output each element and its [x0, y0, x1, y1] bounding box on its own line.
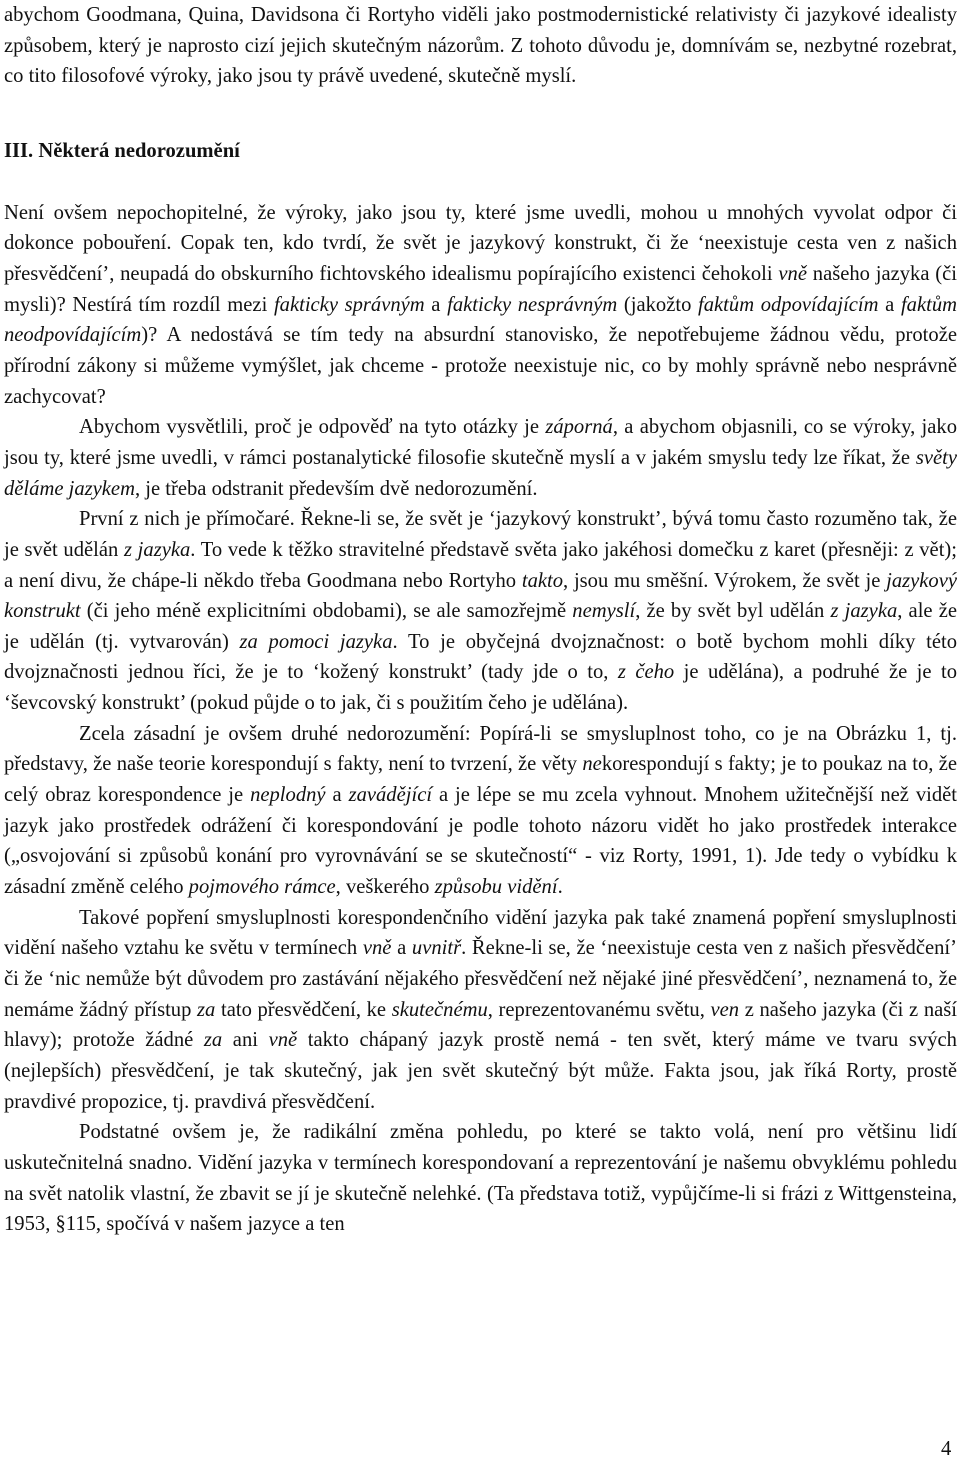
italic-run: způsobu vidění	[434, 876, 558, 899]
italic-run: světy děláme jazykem	[4, 446, 957, 500]
text-run: , je třeba odstranit především dvě nedorozumění.	[134, 477, 538, 500]
italic-run: záporná	[545, 416, 613, 439]
text-run: Zcela zásadní je ovšem druhé nedorozumění: Popírá-li se smysluplnost toho, co je na Obrázku 1, tj. představy, že naše teorie korespondují s fakty, není to tvrzení, že věty	[4, 722, 957, 776]
text-run: a	[391, 937, 412, 960]
italic-run: fakticky správným	[273, 293, 425, 316]
text-run: korespondují s fakty; je to poukaz na to, že celý obraz korespondence je	[4, 753, 957, 807]
italic-run: skutečnému	[391, 998, 488, 1021]
text-run: takto chápaný jazyk prostě nemá - ten svět, který máme ve tvaru svých (nejlepších) přesvědčení, je tak skutečný, jak jen svět skutečný být může. Fakta jsou, jak říká Rorty, prostě pravdivé propozice, tj. pravdivá přesvědčení.	[4, 1029, 957, 1113]
italic-run: za pomoci jazyka	[239, 630, 393, 653]
text-run: (jakožto	[617, 293, 699, 316]
italic-run: pojmového rámce	[188, 876, 336, 899]
italic-run: z čeho	[617, 661, 675, 684]
italic-run: fakticky nesprávným	[447, 293, 618, 316]
paragraph-6	[4, 1117, 957, 1240]
paragraph-continued	[4, 0, 957, 92]
paragraph-3	[4, 504, 957, 719]
italic-run: uvnitř	[411, 937, 462, 960]
italic-run: nemyslí	[572, 600, 636, 623]
text-run: ani	[222, 1029, 269, 1052]
text-run: našeho jazyka (či mysli)? Nestírá tím rozdíl mezi	[4, 262, 957, 316]
text-run: )? A nedostává se tím tedy na absurdní stanovisko, že nepotřebujeme žádnou vědu, protože přírodní zákony si můžeme vymýšlet, jak chceme - protože neexistuje nic, co by mohly správně nebo nesprávně zachycovat?	[4, 324, 957, 408]
text-run: a	[325, 784, 349, 807]
italic-run: z jazyka	[123, 538, 191, 561]
italic-run: ne	[582, 753, 602, 776]
text-run: . To vede k těžko stravitelné představě světa jako jakéhosi domečku z karet (přesněji: z vět); a není divu, že chápe-li někdo třeba Goodmana nebo Rortyho	[4, 538, 957, 592]
text-run: .	[557, 876, 563, 899]
document-page	[4, 0, 957, 1240]
text-run: První z nich je přímočaré. Řekne-li se, že svět je ‘jazykový konstrukt’, bývá tomu často rozuměno tak, že je svět udělán	[4, 508, 957, 561]
italic-run: zavádějící	[348, 784, 433, 807]
text-run: tato přesvědčení, ke	[215, 998, 392, 1021]
text-run: abychom Goodmana, Quina, Davidsona či Rortyho viděli jako postmodernistické relativisty či jazykové idealisty způsobem, který je naprosto cizí jejich skutečným názorům. Z tohoto důvodu je, domnívám se, nezbytné rozebrat, co tito filosofové výroky, jako jsou ty právě uvedené, skutečně myslí.	[4, 4, 957, 88]
italic-run: vně	[362, 937, 392, 960]
italic-run: jazykový konstrukt	[4, 569, 957, 623]
paragraph-4	[4, 719, 957, 903]
text-run: a	[878, 293, 901, 316]
italic-run: faktům neodpovídajícím	[4, 293, 958, 347]
italic-run: vně	[268, 1029, 298, 1052]
text-run: , jsou mu směšní. Výrokem, že svět je	[563, 569, 887, 592]
italic-run: neplodný	[250, 784, 326, 807]
text-run: , veškerého	[335, 876, 435, 899]
italic-run: ven	[710, 998, 740, 1021]
italic-run: za	[197, 998, 216, 1021]
text-run: Podstatné ovšem je, že radikální změna pohledu, po které se takto volá, není pro většinu lidí uskutečnitelná snadno. Vidění jazyka v termínech korespondovaní a reprezentování je našemu obvyklému pohledu na svět natolik vlastní, že zbavit se jí je skutečně nelehké. (Ta představa totiž, vypůjčíme-li si frázi z Wittgensteina, 1953, §115, spočívá v našem jazyce a ten	[4, 1121, 957, 1236]
text-run: , reprezentovanému světu,	[487, 998, 711, 1021]
text-run: . To je obyčejná dvojznačnost: o botě bychom mohli díky této dvojznačnosti jednou říci, že je to ‘kožený konstrukt’ (tady jde o to,	[4, 630, 957, 684]
text-run: z našeho jazyka (či z naší hlavy); protože žádné	[4, 998, 957, 1052]
italic-run: faktům odpovídajícím	[698, 293, 879, 316]
text-run: (či jeho méně explicitními obdobami), se ale samozřejmě	[80, 600, 573, 623]
italic-run: za	[203, 1029, 223, 1052]
text-run: je udělána), a podruhé že je to ‘ševcovský konstrukt’ (pokud půjde o to jak, či s použitím čeho je udělána).	[4, 661, 957, 715]
text-run: Není ovšem nepochopitelné, že výroky, jako jsou ty, které jsme uvedli, mohou u mnohých vyvolat odpor či dokonce pobouření. Copak ten, kdo tvrdí, že svět je jazykový konstrukt, či že ‘neexistuje cesta ven z našich přesvědčení’, neupadá do obskurního fichtovského idealismu popírajícího existenci čehokoli	[4, 201, 957, 285]
text-run: . Řekne-li se, že ‘neexistuje cesta ven z našich přesvědčení’ či že ‘nic nemůže být důvodem pro zastávání nějakého přesvědčení než nějaké jiné přesvědčení’, neznamená to, že nemáme žádný přístup	[4, 937, 957, 1021]
paragraph-1	[4, 198, 957, 413]
text-run: a je lépe se mu zcela vyhnout. Mnohem užitečnější než vidět jazyk jako prostředek odrážení či korespondování je podle tohoto názoru vidět ho jako prostředek interakce („osvojování si způsobů konání pro vyrovnávání se se skutečností“ - viz Rorty, 1991, 1). Jde tedy o vybídku k zásadní změně celého	[4, 784, 958, 899]
text-run: , ale že je udělán (tj. vytvarován)	[4, 600, 957, 653]
text-run: Takové popření smysluplnosti korespondenčního vidění jazyka pak také znamená popření smysluplnosti vidění našeho vztahu ke světu v termínech	[4, 906, 957, 960]
text-run: , a abychom objasnili, co se výroky, jako jsou ty, které jsme uvedli, v rámci postanalytické filosofie skutečně myslí a v jakém smyslu tedy lze říkat, že	[4, 416, 957, 469]
paragraph-2	[4, 412, 957, 504]
paragraph-5	[4, 903, 957, 1118]
italic-run: z jazyka	[830, 600, 898, 623]
text-run: , že by svět byl udělán	[635, 600, 831, 623]
page-number: 4	[941, 1438, 952, 1460]
text-run: Abychom vysvětlili, proč je odpověď na tyto otázky je	[79, 416, 546, 439]
text-run: a	[424, 293, 448, 316]
section-heading: III. Některá nedorozumění	[4, 139, 240, 162]
italic-run: takto	[521, 569, 564, 592]
italic-run: vně	[778, 262, 807, 285]
